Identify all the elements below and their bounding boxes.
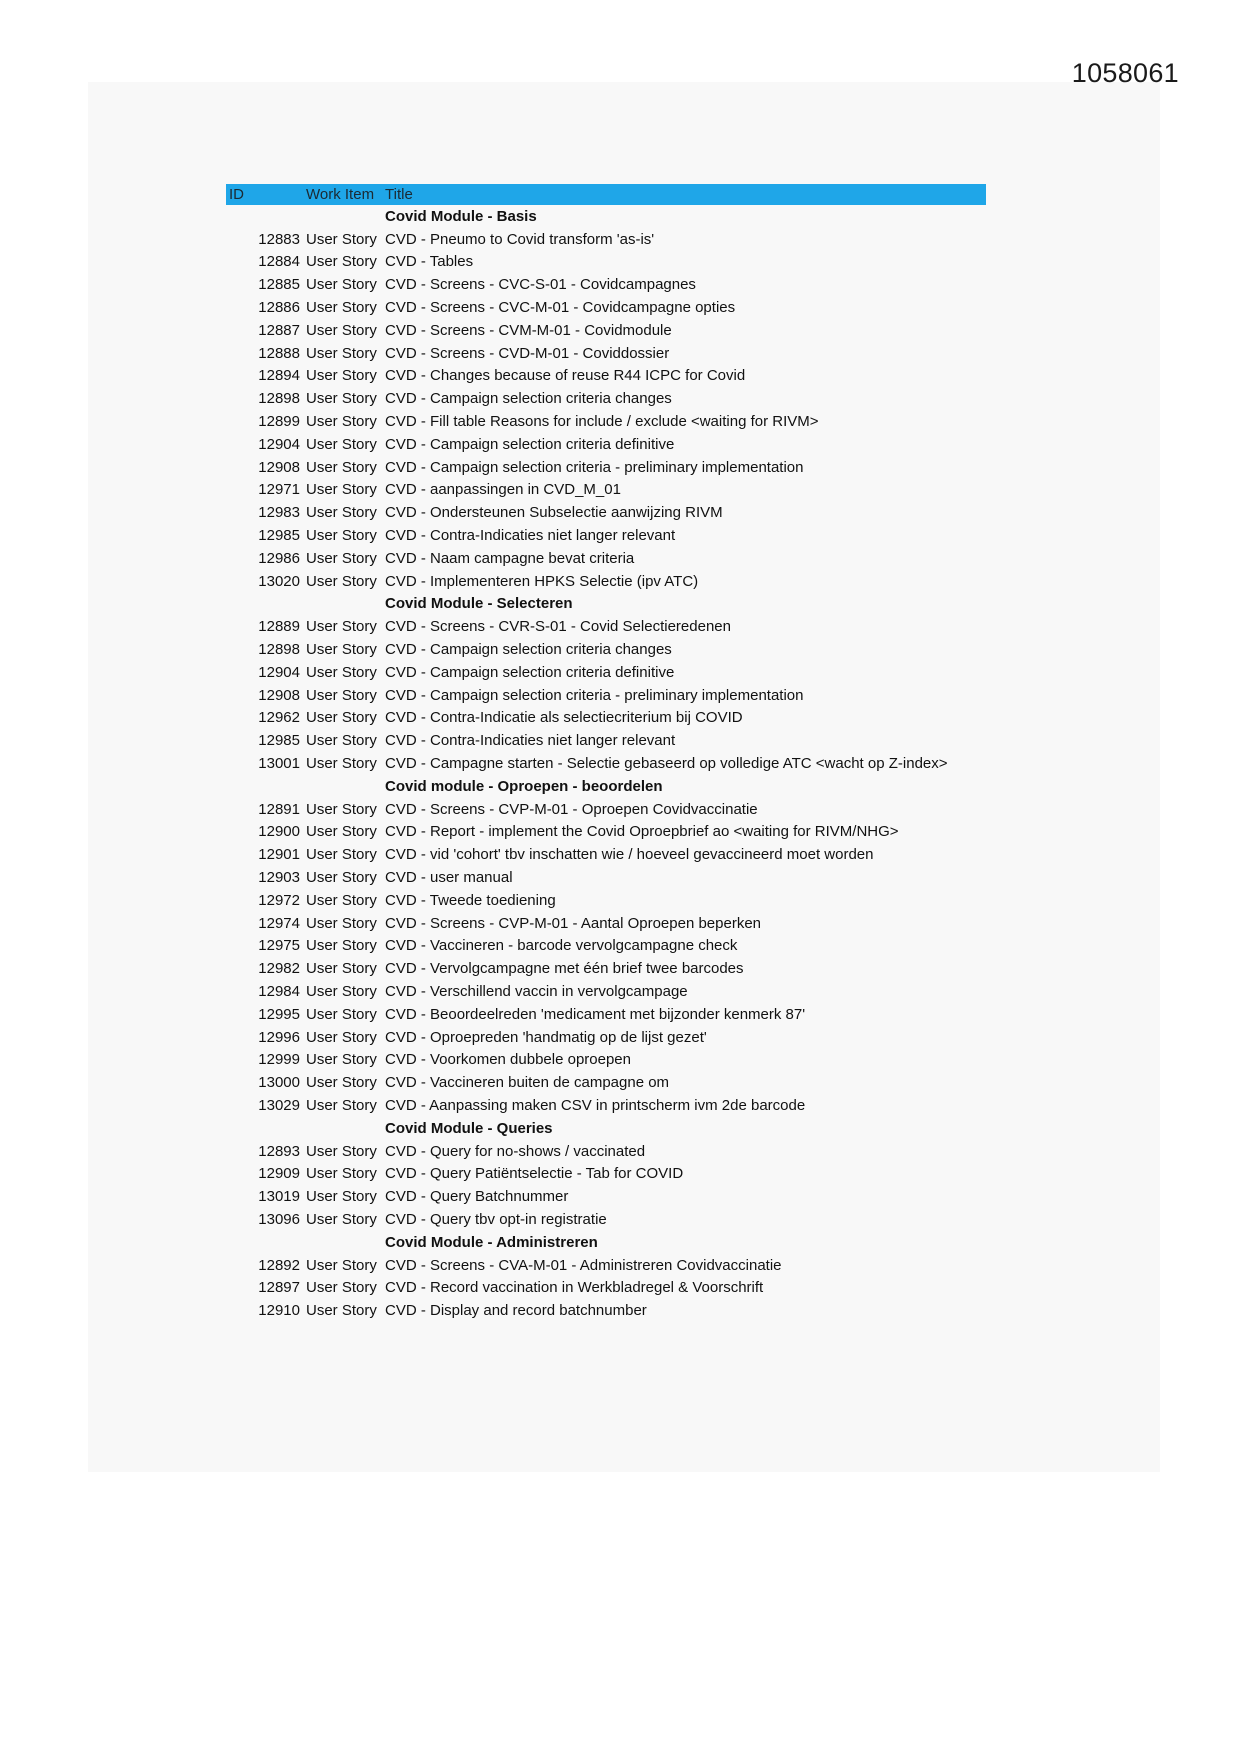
section-title: Covid Module - Selecteren xyxy=(385,595,573,613)
cell-title: CVD - Screens - CVD-M-01 - Coviddossier xyxy=(385,344,670,362)
cell-work-item: User Story xyxy=(306,1074,377,1092)
cell-work-item: User Story xyxy=(306,413,377,431)
table-row xyxy=(226,684,986,707)
table-row xyxy=(226,387,986,410)
cell-work-item: User Story xyxy=(306,914,377,932)
header-title: Title xyxy=(385,186,413,203)
cell-title: CVD - vid 'cohort' tbv inschatten wie / hoeveel gevaccineerd moet worden xyxy=(385,846,874,864)
cell-work-item: User Story xyxy=(306,344,377,362)
table-row xyxy=(226,889,986,912)
document-number: 1058061 xyxy=(1071,58,1179,88)
cell-title: CVD - Ondersteunen Subselectie aanwijzing RIVM xyxy=(385,504,723,522)
table-row xyxy=(226,501,986,524)
section-title: Covid Module - Administreren xyxy=(385,1233,598,1251)
cell-work-item: User Story xyxy=(306,800,377,818)
cell-title: CVD - Vaccineren - barcode vervolgcampagne check xyxy=(385,937,738,955)
table-row xyxy=(226,433,986,456)
cell-title: CVD - Report - implement the Covid Oproepbrief ao <waiting for RIVM/NHG> xyxy=(385,823,899,841)
cell-work-item: User Story xyxy=(306,549,377,567)
cell-work-item: User Story xyxy=(306,504,377,522)
section-heading-row xyxy=(226,1117,986,1140)
cell-id: 12962 xyxy=(258,709,300,727)
table-row xyxy=(226,615,986,638)
cell-id: 12894 xyxy=(258,367,300,385)
cell-title: CVD - user manual xyxy=(385,869,513,886)
table-row xyxy=(226,1254,986,1277)
cell-work-item: User Story xyxy=(306,458,377,476)
cell-work-item: User Story xyxy=(306,937,377,955)
table-row xyxy=(226,1140,986,1163)
table-row xyxy=(226,570,986,593)
cell-work-item: User Story xyxy=(306,846,377,864)
cell-work-item: User Story xyxy=(306,230,377,248)
cell-id: 12908 xyxy=(258,686,300,704)
cell-title: CVD - Campagne starten - Selectie gebaseerd op volledige ATC <wacht op Z-index> xyxy=(385,755,948,773)
cell-title: CVD - Pneumo to Covid transform 'as-is' xyxy=(385,230,655,248)
cell-title: CVD - Campaign selection criteria changes xyxy=(385,390,672,408)
cell-work-item: User Story xyxy=(306,1142,377,1160)
cell-id: 12884 xyxy=(258,253,300,271)
cell-work-item: User Story xyxy=(306,823,377,841)
table-row xyxy=(226,1071,986,1094)
cell-work-item: User Story xyxy=(306,527,377,545)
cell-title: CVD - Tweede toediening xyxy=(385,891,556,909)
table-row xyxy=(226,319,986,342)
table-row xyxy=(226,547,986,570)
cell-id: 13020 xyxy=(258,572,300,590)
cell-work-item: User Story xyxy=(306,1302,377,1320)
table-row xyxy=(226,1094,986,1117)
cell-id: 12904 xyxy=(258,435,300,453)
cell-id: 12995 xyxy=(258,1005,300,1023)
cell-id: 12975 xyxy=(258,937,300,955)
cell-work-item: User Story xyxy=(306,435,377,453)
table-row xyxy=(226,1003,986,1026)
cell-title: CVD - Display and record batchnumber xyxy=(385,1302,647,1320)
cell-title: CVD - Record vaccination in Werkbladregel & Voorschrift xyxy=(385,1279,764,1297)
table-row xyxy=(226,843,986,866)
table-row xyxy=(226,1208,986,1231)
cell-id: 12898 xyxy=(258,641,300,659)
cell-id: 12974 xyxy=(258,914,300,932)
cell-title: CVD - Query tbv opt-in registratie xyxy=(385,1210,607,1228)
cell-title: CVD - Contra-Indicaties niet langer relevant xyxy=(385,732,676,750)
cell-title: CVD - aanpassingen in CVD_M_01 xyxy=(385,481,621,499)
cell-work-item: User Story xyxy=(306,1210,377,1228)
table-row xyxy=(226,1048,986,1071)
cell-work-item: User Story xyxy=(306,891,377,909)
cell-title: CVD - Contra-Indicatie als selectiecriterium bij COVID xyxy=(385,709,743,727)
cell-title: CVD - Campaign selection criteria changes xyxy=(385,641,672,659)
cell-work-item: User Story xyxy=(306,367,377,385)
table-row xyxy=(226,707,986,730)
section-heading-row xyxy=(226,593,986,616)
cell-work-item: User Story xyxy=(306,1256,377,1274)
cell-id: 12986 xyxy=(258,549,300,567)
cell-id: 12908 xyxy=(258,458,300,476)
cell-id: 12888 xyxy=(258,344,300,362)
cell-work-item: User Story xyxy=(306,960,377,978)
table-row xyxy=(226,798,986,821)
table-row xyxy=(226,479,986,502)
section-heading-row xyxy=(226,205,986,228)
cell-id: 12999 xyxy=(258,1051,300,1069)
table-row xyxy=(226,296,986,319)
cell-id: 12910 xyxy=(258,1302,300,1320)
table-header xyxy=(226,184,986,205)
section-heading-row xyxy=(226,775,986,798)
cell-title: CVD - Vervolgcampagne met één brief twee barcodes xyxy=(385,960,744,978)
cell-title: CVD - Screens - CVC-M-01 - Covidcampagne opties xyxy=(385,299,736,317)
table-row xyxy=(226,1162,986,1185)
section-title: Covid Module - Basis xyxy=(385,207,537,225)
table-row xyxy=(226,935,986,958)
cell-work-item: User Story xyxy=(306,1051,377,1069)
cell-id: 13019 xyxy=(258,1188,300,1206)
table-row xyxy=(226,273,986,296)
table-row xyxy=(226,365,986,388)
cell-title: CVD - Campaign selection criteria - preliminary implementation xyxy=(385,458,804,476)
cell-title: CVD - Campaign selection criteria definitive xyxy=(385,435,675,453)
table-row xyxy=(226,251,986,274)
cell-work-item: User Story xyxy=(306,709,377,727)
table-row xyxy=(226,410,986,433)
cell-title: CVD - Verschillend vaccin in vervolgcampage xyxy=(385,982,688,1000)
cell-title: CVD - Screens - CVP-M-01 - Oproepen Covidvaccinatie xyxy=(385,800,758,818)
cell-id: 13000 xyxy=(258,1074,300,1092)
cell-work-item: User Story xyxy=(306,1165,377,1183)
cell-id: 12892 xyxy=(258,1256,300,1274)
cell-title: CVD - Tables xyxy=(385,253,474,271)
cell-id: 12887 xyxy=(258,321,300,339)
cell-work-item: User Story xyxy=(306,1279,377,1297)
cell-work-item: User Story xyxy=(306,732,377,750)
cell-id: 12903 xyxy=(258,869,300,886)
table-row xyxy=(226,821,986,844)
cell-id: 12909 xyxy=(258,1165,300,1183)
cell-title: CVD - Screens - CVA-M-01 - Administreren Covidvaccinatie xyxy=(385,1256,782,1274)
table-row xyxy=(226,638,986,661)
section-title: Covid module - Oproepen - beoordelen xyxy=(385,777,663,795)
cell-work-item: User Story xyxy=(306,276,377,294)
cell-work-item: User Story xyxy=(306,1005,377,1023)
cell-title: CVD - Screens - CVC-S-01 - Covidcampagnes xyxy=(385,276,696,294)
header-work-item: Work Item xyxy=(306,186,375,203)
cell-work-item: User Story xyxy=(306,1028,377,1046)
cell-id: 12972 xyxy=(258,891,300,909)
cell-work-item: User Story xyxy=(306,663,377,681)
cell-title: CVD - Aanpassing maken CSV in printscherm ivm 2de barcode xyxy=(385,1096,806,1114)
table-row xyxy=(226,456,986,479)
cell-id: 12982 xyxy=(258,960,300,978)
cell-id: 12904 xyxy=(258,663,300,681)
cell-title: CVD - Vaccineren buiten de campagne om xyxy=(385,1074,670,1092)
cell-title: CVD - Changes because of reuse R44 ICPC for Covid xyxy=(385,367,746,385)
table-row xyxy=(226,1185,986,1208)
cell-id: 12893 xyxy=(258,1142,300,1160)
cell-work-item: User Story xyxy=(306,755,377,773)
cell-title: CVD - Beoordeelreden 'medicament met bijzonder kenmerk 87' xyxy=(385,1005,806,1023)
table-body xyxy=(226,205,986,1322)
table-row xyxy=(226,752,986,775)
cell-id: 12897 xyxy=(258,1279,300,1297)
cell-id: 12971 xyxy=(258,481,300,499)
cell-id: 12885 xyxy=(258,276,300,294)
cell-id: 12889 xyxy=(258,618,300,636)
cell-title: CVD - Naam campagne bevat criteria xyxy=(385,549,635,567)
cell-title: CVD - Screens - CVM-M-01 - Covidmodule xyxy=(385,321,672,339)
section-title: Covid Module - Queries xyxy=(385,1119,553,1137)
cell-id: 12900 xyxy=(258,823,300,841)
cell-id: 12901 xyxy=(258,846,300,864)
cell-work-item: User Story xyxy=(306,390,377,408)
cell-work-item: User Story xyxy=(306,869,377,886)
table-row xyxy=(226,342,986,365)
section-heading-row xyxy=(226,1231,986,1254)
cell-work-item: User Story xyxy=(306,1188,377,1206)
cell-title: CVD - Query for no-shows / vaccinated xyxy=(385,1142,646,1160)
table-row xyxy=(226,957,986,980)
table-row xyxy=(226,866,986,889)
cell-id: 12985 xyxy=(258,732,300,750)
cell-id: 12983 xyxy=(258,504,300,522)
cell-work-item: User Story xyxy=(306,618,377,636)
cell-id: 12985 xyxy=(258,527,300,545)
cell-work-item: User Story xyxy=(306,982,377,1000)
cell-work-item: User Story xyxy=(306,641,377,659)
table-row xyxy=(226,912,986,935)
cell-id: 12899 xyxy=(258,413,300,431)
cell-work-item: User Story xyxy=(306,299,377,317)
cell-id: 12984 xyxy=(258,982,300,1000)
cell-id: 13001 xyxy=(258,755,300,773)
cell-id: 12883 xyxy=(258,230,300,248)
cell-work-item: User Story xyxy=(306,253,377,271)
cell-title: CVD - Oproepreden 'handmatig op de lijst gezet' xyxy=(385,1028,707,1046)
cell-title: CVD - Screens - CVP-M-01 - Aantal Oproepen beperken xyxy=(385,914,762,932)
cell-work-item: User Story xyxy=(306,686,377,704)
cell-title: CVD - Implementeren HPKS Selectie (ipv ATC) xyxy=(385,572,699,590)
cell-title: CVD - Campaign selection criteria - preliminary implementation xyxy=(385,686,804,704)
table-row xyxy=(226,1276,986,1299)
header-id: ID xyxy=(229,186,244,203)
work-item-table xyxy=(226,184,986,1322)
cell-work-item: User Story xyxy=(306,1096,377,1114)
table-row xyxy=(226,524,986,547)
cell-work-item: User Story xyxy=(306,572,377,590)
cell-id: 12891 xyxy=(258,800,300,818)
table-row xyxy=(226,1299,986,1322)
cell-work-item: User Story xyxy=(306,321,377,339)
cell-id: 13029 xyxy=(258,1096,300,1114)
cell-id: 13096 xyxy=(258,1210,300,1228)
table-row xyxy=(226,1026,986,1049)
cell-title: CVD - Campaign selection criteria definitive xyxy=(385,663,675,681)
table-row xyxy=(226,980,986,1003)
cell-title: CVD - Voorkomen dubbele oproepen xyxy=(385,1051,631,1069)
cell-id: 12898 xyxy=(258,390,300,408)
cell-title: CVD - Query Patiëntselectie - Tab for COVID xyxy=(385,1165,684,1183)
cell-title: CVD - Fill table Reasons for include / exclude <waiting for RIVM> xyxy=(385,413,819,431)
table-row xyxy=(226,661,986,684)
cell-id: 12996 xyxy=(258,1028,300,1046)
cell-work-item: User Story xyxy=(306,481,377,499)
cell-id: 12886 xyxy=(258,299,300,317)
cell-title: CVD - Contra-Indicaties niet langer relevant xyxy=(385,527,676,545)
table-row xyxy=(226,228,986,251)
cell-title: CVD - Query Batchnummer xyxy=(385,1188,569,1206)
cell-title: CVD - Screens - CVR-S-01 - Covid Selectieredenen xyxy=(385,618,731,636)
table-row xyxy=(226,729,986,752)
